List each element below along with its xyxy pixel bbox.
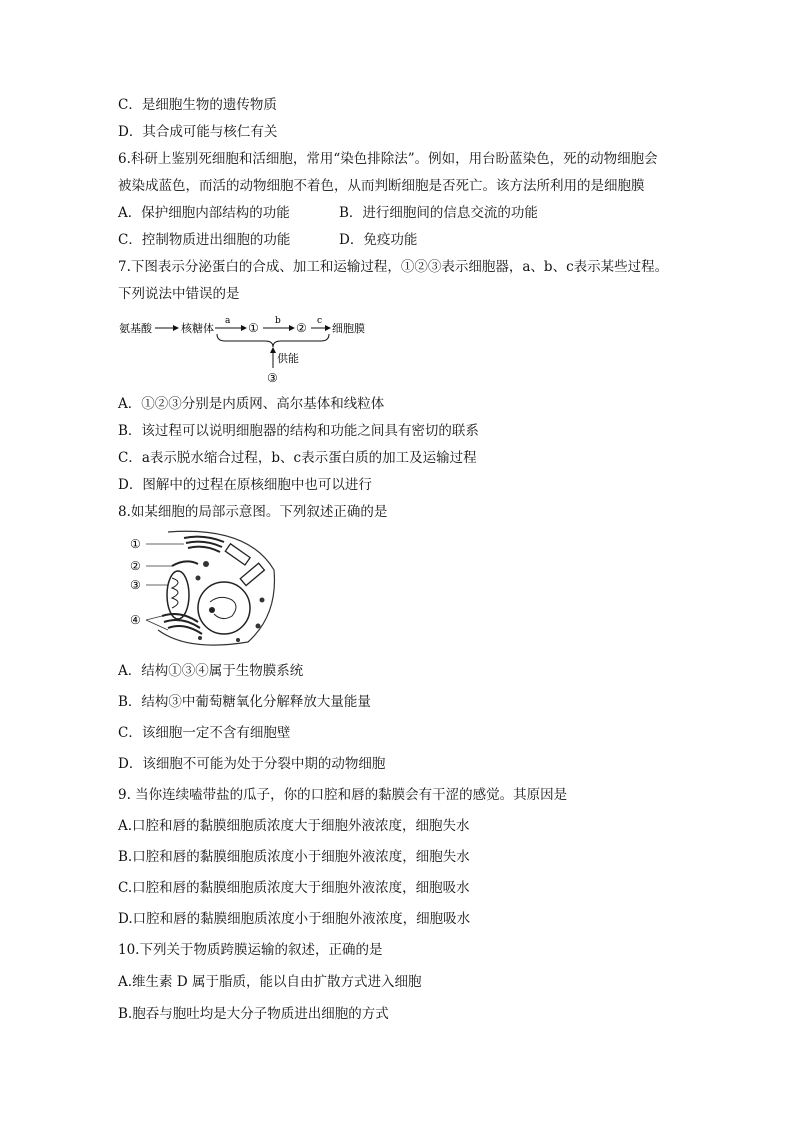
diagram-organelle-3-label: ③ — [267, 371, 278, 385]
figure-label-3: ③ — [130, 578, 141, 592]
q6-option-d: D．免疫功能 — [339, 232, 418, 248]
q7-option-a: A．①②③分别是内质网、高尔基体和线粒体 — [118, 396, 385, 412]
q10-stem: 10.下列关于物质跨膜运输的叙述，正确的是 — [118, 942, 383, 958]
q6-options-row-1 — [118, 204, 538, 222]
q7-option-d: D．图解中的过程在原核细胞中也可以进行 — [118, 477, 372, 493]
q7-option-c: C．a表示脱水缩合过程，b、c表示蛋白质的加工及运输过程 — [118, 450, 477, 466]
q8-stem: 8.如某细胞的局部示意图。下列叙述正确的是 — [118, 504, 388, 520]
diagram-brace — [217, 334, 329, 347]
q8-option-c: C．该细胞一定不含有细胞壁 — [118, 725, 291, 741]
q8-option-d: D．该细胞不可能为处于分裂中期的动物细胞 — [118, 756, 386, 772]
q7-stem-line-2: 下列说法中错误的是 — [118, 286, 240, 302]
q7-option-b: B．该过程可以说明细胞器的结构和功能之间具有密切的联系 — [118, 423, 479, 439]
q9-stem: 9. 当你连续嗑带盐的瓜子，你的口腔和唇的黏膜会有干涩的感觉。其原因是 — [118, 787, 568, 803]
figure-label-2: ② — [130, 559, 141, 573]
diagram-cell-membrane-label: 细胞膜 — [332, 322, 365, 335]
q8-option-a: A．结构①③④属于生物膜系统 — [118, 663, 304, 679]
q7-secretory-protein-diagram — [115, 314, 375, 386]
q9-option-b: B.口腔和唇的黏膜细胞质浓度小于细胞外液浓度，细胞失水 — [118, 849, 470, 865]
q7-stem-line-1: 7.下图表示分泌蛋白的合成、加工和运输过程，①②③表示细胞器，a、b、c表示某些过程。 — [118, 259, 669, 275]
structure-3-mitochondrion — [167, 571, 189, 619]
q6-stem-line-2: 被染成蓝色，而活的动物细胞不着色，从而判断细胞是否死亡。该方法所利用的是细胞膜 — [118, 178, 645, 194]
q8-option-b: B．结构③中葡萄糖氧化分解释放大量能量 — [118, 694, 371, 710]
diagram-process-c-label: c — [317, 316, 323, 326]
q6-option-b: B．进行细胞间的信息交流的功能 — [339, 205, 538, 221]
nucleus — [198, 582, 250, 634]
figure-label-4: ④ — [130, 613, 141, 627]
diagram-amino-acid-label: 氨基酸 — [119, 322, 152, 335]
structure-1-golgi — [184, 537, 224, 552]
q9-option-c: C.口腔和唇的黏膜细胞质浓度大于细胞外液浓度，细胞吸水 — [118, 880, 470, 896]
q5-option-c: C．是细胞生物的遗传物质 — [118, 97, 277, 113]
q6-options-row-2 — [118, 231, 417, 249]
q10-option-b: B.胞吞与胞吐均是大分子物质进出细胞的方式 — [118, 1006, 389, 1022]
figure-label-1: ① — [130, 537, 141, 551]
q6-option-a: A．保护细胞内部结构的功能 — [118, 205, 290, 221]
q10-option-a: A.维生素 D 属于脂质，能以自由扩散方式进入细胞 — [118, 974, 422, 990]
diagram-process-a-label: a — [225, 316, 231, 326]
q5-option-d: D．其合成可能与核仁有关 — [118, 124, 278, 140]
diagram-ribosome-label: 核糖体 — [181, 322, 214, 335]
diagram-process-b-label: b — [275, 316, 281, 326]
centrioles — [225, 544, 264, 586]
diagram-energy-label: 供能 — [277, 352, 299, 365]
diagram-organelle-2-label: ② — [296, 321, 307, 335]
q6-option-c: C．控制物质进出细胞的功能 — [118, 232, 291, 248]
q9-option-a: A.口腔和唇的黏膜细胞质浓度大于细胞外液浓度，细胞失水 — [118, 818, 470, 834]
diagram-organelle-1-label: ① — [248, 321, 259, 335]
q6-stem-line-1: 6.科研上鉴别死细胞和活细胞，常用“染色排除法”。例如，用台盼蓝染色，死的动物细胞会 — [118, 151, 658, 167]
q8-cell-figure — [128, 530, 278, 650]
q9-option-d: D.口腔和唇的黏膜细胞质浓度小于细胞外液浓度，细胞吸水 — [118, 911, 471, 927]
structure-2 — [172, 561, 198, 566]
